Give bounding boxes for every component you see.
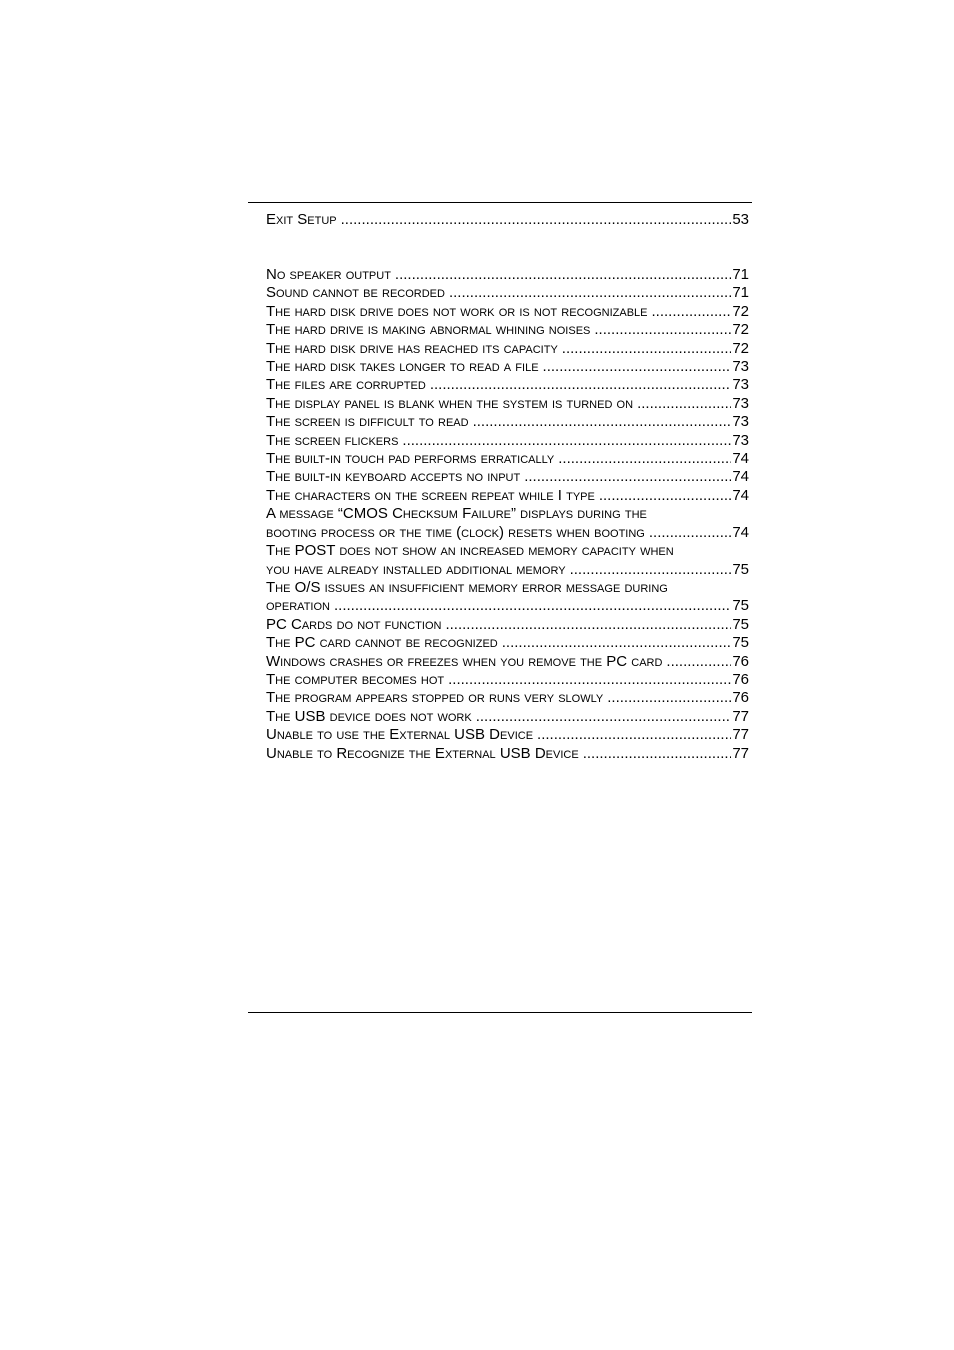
toc-entry-page: 72 <box>732 302 749 320</box>
dot-leader <box>449 284 731 302</box>
toc-entry-title: The built-in touch pad performs erratically <box>266 450 555 468</box>
toc-entry[interactable] <box>266 303 749 321</box>
dot-leader <box>473 413 732 431</box>
dot-leader <box>448 671 731 689</box>
toc-entry-title: The hard disk takes longer to read a file <box>266 358 539 376</box>
toc-entry[interactable] <box>266 395 749 413</box>
dot-leader <box>594 321 731 339</box>
toc-entry-title: Exit Setup <box>266 211 337 228</box>
dot-leader <box>476 708 732 726</box>
dot-leader <box>562 340 732 358</box>
toc-entry-page: 53 <box>732 211 749 228</box>
dot-leader <box>430 376 732 394</box>
toc-entry[interactable] <box>266 376 749 394</box>
toc-entry-title-continued: booting process or the time (clock) resets when booting <box>266 523 645 541</box>
toc-entry-page: 73 <box>732 376 749 394</box>
toc-entry[interactable] <box>266 340 749 358</box>
dot-leader <box>395 266 731 284</box>
toc-entry[interactable] <box>266 358 749 376</box>
toc-entry-page: 71 <box>732 266 749 283</box>
bottom-rule <box>248 1012 752 1013</box>
toc-entry[interactable] <box>266 634 749 652</box>
toc-entry-page: 76 <box>732 652 749 670</box>
dot-leader <box>524 468 731 486</box>
toc-entry[interactable] <box>266 616 749 634</box>
toc-entry[interactable] <box>266 284 749 302</box>
toc-entry-page: 73 <box>732 413 749 431</box>
toc-entry-title: The PC card cannot be recognized <box>266 634 498 652</box>
toc-entry-title: The files are corrupted <box>266 376 426 394</box>
dot-leader <box>666 653 731 671</box>
toc-entry-title: Windows crashes or freezes when you remove the PC card <box>266 652 663 670</box>
dot-leader <box>607 689 731 707</box>
toc-entry-title: The computer becomes hot <box>266 670 445 688</box>
dot-leader <box>445 616 731 634</box>
toc-entry-title: A message “CMOS Checksum Failure” displays during the <box>266 505 647 523</box>
toc-entry-title: The USB device does not work <box>266 707 472 725</box>
toc-entry-title: The program appears stopped or runs very slowly <box>266 689 604 707</box>
dot-leader <box>583 745 732 763</box>
toc-entry-title: No speaker output <box>266 266 391 283</box>
toc-entry-title: PC Cards do not function <box>266 615 442 633</box>
toc-entry-page: 72 <box>732 339 749 357</box>
toc-entry-title: The screen flickers <box>266 431 399 449</box>
toc-entry[interactable] <box>266 579 749 616</box>
toc-entry-page: 77 <box>732 744 749 762</box>
toc-entry[interactable] <box>266 505 749 542</box>
toc-entry[interactable] <box>266 468 749 486</box>
toc-entry-page: 74 <box>732 450 749 468</box>
toc-entry-title: The display panel is blank when the system is turned on <box>266 394 634 412</box>
toc-entry-page: 73 <box>732 358 749 376</box>
toc-entry-page: 75 <box>732 560 749 578</box>
toc-entry[interactable] <box>266 266 749 284</box>
toc-entry-title: The POST does not show an increased memory capacity when <box>266 542 674 560</box>
toc-entry-page: 72 <box>732 321 749 339</box>
dot-leader <box>558 450 731 468</box>
dot-leader <box>543 358 732 376</box>
toc-entry[interactable] <box>266 689 749 707</box>
toc-entry[interactable] <box>266 413 749 431</box>
toc-entry-title: Unable to use the External USB Device <box>266 726 534 744</box>
toc-group-setup <box>266 211 749 229</box>
toc-entry[interactable] <box>266 432 749 450</box>
toc-group-troubleshooting <box>266 266 749 763</box>
toc-entry-title-continued-line <box>266 524 749 542</box>
toc-entry-page: 73 <box>732 394 749 412</box>
dot-leader <box>402 432 731 450</box>
toc-entry-title: The hard drive is making abnormal whining noises <box>266 321 591 339</box>
dot-leader <box>637 395 731 413</box>
toc-entry[interactable] <box>266 708 749 726</box>
toc-entry-page: 75 <box>732 634 749 652</box>
toc-entry-page: 74 <box>732 468 749 486</box>
toc-entry[interactable] <box>266 450 749 468</box>
toc-entry-title: The characters on the screen repeat while I type <box>266 486 595 504</box>
dot-leader <box>649 524 731 542</box>
toc-entry[interactable] <box>266 671 749 689</box>
dot-leader <box>570 561 732 579</box>
toc-entry[interactable] <box>266 726 749 744</box>
toc-entry-title-continued-line <box>266 597 749 615</box>
toc-entry-page: 74 <box>732 486 749 504</box>
toc-entry-title: The screen is difficult to read <box>266 413 469 431</box>
toc-entry-title-continued: you have already installed additional memory <box>266 560 566 578</box>
toc-entry-title-continued: operation <box>266 597 330 615</box>
dot-leader <box>537 726 731 744</box>
toc-entry-title: Unable to Recognize the External USB Device <box>266 744 579 762</box>
toc-entry-title: The hard disk drive does not work or is not recognizable <box>266 302 648 320</box>
toc-entry[interactable] <box>266 321 749 339</box>
dot-leader <box>599 487 731 505</box>
top-rule <box>248 202 752 203</box>
toc-entry-page: 76 <box>732 670 749 688</box>
toc-entry[interactable] <box>266 542 749 579</box>
toc-entry-title: The O/S issues an insufficient memory error message during <box>266 578 668 596</box>
toc-entry[interactable] <box>266 487 749 505</box>
toc-entry-title: The hard disk drive has reached its capacity <box>266 339 558 357</box>
toc-entry-page: 75 <box>732 615 749 633</box>
toc-entry-title: Sound cannot be recorded <box>266 284 445 302</box>
toc-entry[interactable] <box>266 211 749 229</box>
toc-entry-title-continued-line <box>266 561 749 579</box>
dot-leader <box>652 303 732 321</box>
toc-entry-title: The built-in keyboard accepts no input <box>266 468 521 486</box>
toc-entry-page: 77 <box>732 707 749 725</box>
toc-entry-page: 76 <box>732 689 749 707</box>
toc-entry-page: 74 <box>732 523 749 541</box>
toc-entry-page: 77 <box>732 726 749 744</box>
toc-entry[interactable] <box>266 745 749 763</box>
dot-leader <box>341 211 732 229</box>
dot-leader <box>502 634 732 652</box>
toc-entry-page: 73 <box>732 431 749 449</box>
toc-entry-page: 71 <box>732 284 749 302</box>
dot-leader <box>334 597 731 615</box>
toc-entry[interactable] <box>266 653 749 671</box>
toc-entry-page: 75 <box>732 597 749 615</box>
